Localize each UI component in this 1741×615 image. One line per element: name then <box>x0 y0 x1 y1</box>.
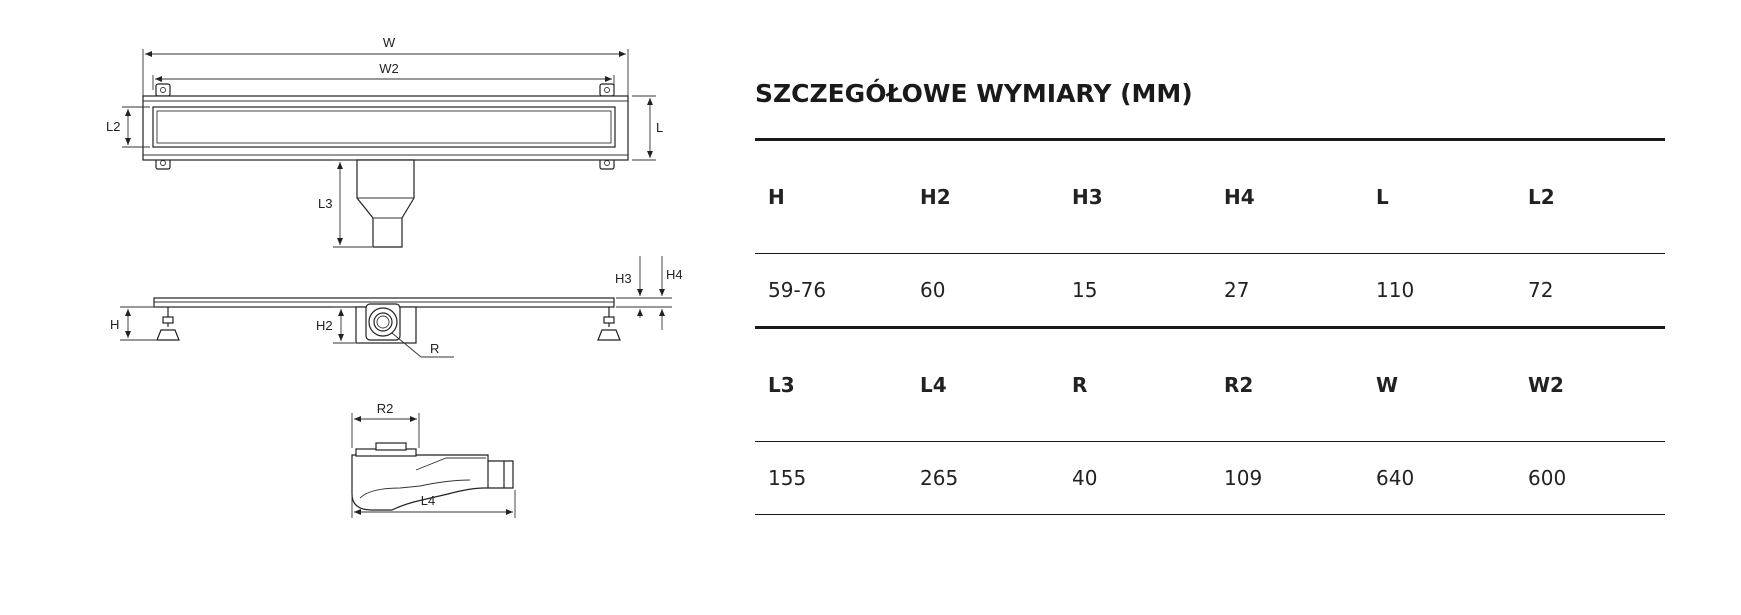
table-header-row <box>755 328 1665 442</box>
dimensions-table <box>755 138 1665 515</box>
value-cell: 155 <box>768 466 807 490</box>
dimensions-panel <box>755 74 1665 515</box>
page-title: SZCZEGÓŁOWE WYMIARY (MM) <box>755 79 1193 108</box>
value-cell: 265 <box>920 466 959 490</box>
header-cell: L <box>1376 185 1389 209</box>
dim-label-w: W <box>382 35 396 50</box>
value-cell: 110 <box>1376 278 1415 302</box>
dim-label-l2: L2 <box>106 119 121 134</box>
value-cell: 600 <box>1528 466 1567 490</box>
dim-label-l4: L4 <box>420 493 436 508</box>
header-cell: W <box>1376 373 1399 397</box>
dim-label-h: H <box>110 317 120 332</box>
table-header-row <box>755 140 1665 254</box>
dim-label-l3: L3 <box>318 196 333 211</box>
value-cell: 27 <box>1224 278 1250 302</box>
value-cell: 15 <box>1072 278 1098 302</box>
header-cell: L3 <box>768 373 795 397</box>
trap-view <box>352 401 515 518</box>
value-cell: 60 <box>920 278 946 302</box>
dim-label-h3: H3 <box>615 271 632 286</box>
header-cell: H3 <box>1072 185 1103 209</box>
dim-label-h4: H4 <box>666 267 683 282</box>
header-cell: R <box>1072 373 1088 397</box>
dim-label-r: R <box>430 341 440 356</box>
table-row <box>755 254 1665 328</box>
header-cell: L4 <box>920 373 947 397</box>
header-cell: H2 <box>920 185 951 209</box>
top-view <box>106 35 663 247</box>
header-cell: R2 <box>1224 373 1254 397</box>
dim-label-l: L <box>656 120 664 135</box>
value-cell: 109 <box>1224 466 1263 490</box>
dim-label-w2: W2 <box>379 61 399 76</box>
value-cell: 40 <box>1072 466 1098 490</box>
header-cell: L2 <box>1528 185 1555 209</box>
side-view <box>110 256 683 357</box>
dim-label-r2: R2 <box>376 401 394 416</box>
header-cell: H <box>768 185 785 209</box>
header-cell: W2 <box>1528 373 1564 397</box>
technical-drawing <box>0 0 740 615</box>
table-row <box>755 442 1665 515</box>
value-cell: 59-76 <box>768 278 827 302</box>
value-cell: 72 <box>1528 278 1554 302</box>
dim-label-h2: H2 <box>316 318 333 333</box>
header-cell: H4 <box>1224 185 1255 209</box>
value-cell: 640 <box>1376 466 1415 490</box>
